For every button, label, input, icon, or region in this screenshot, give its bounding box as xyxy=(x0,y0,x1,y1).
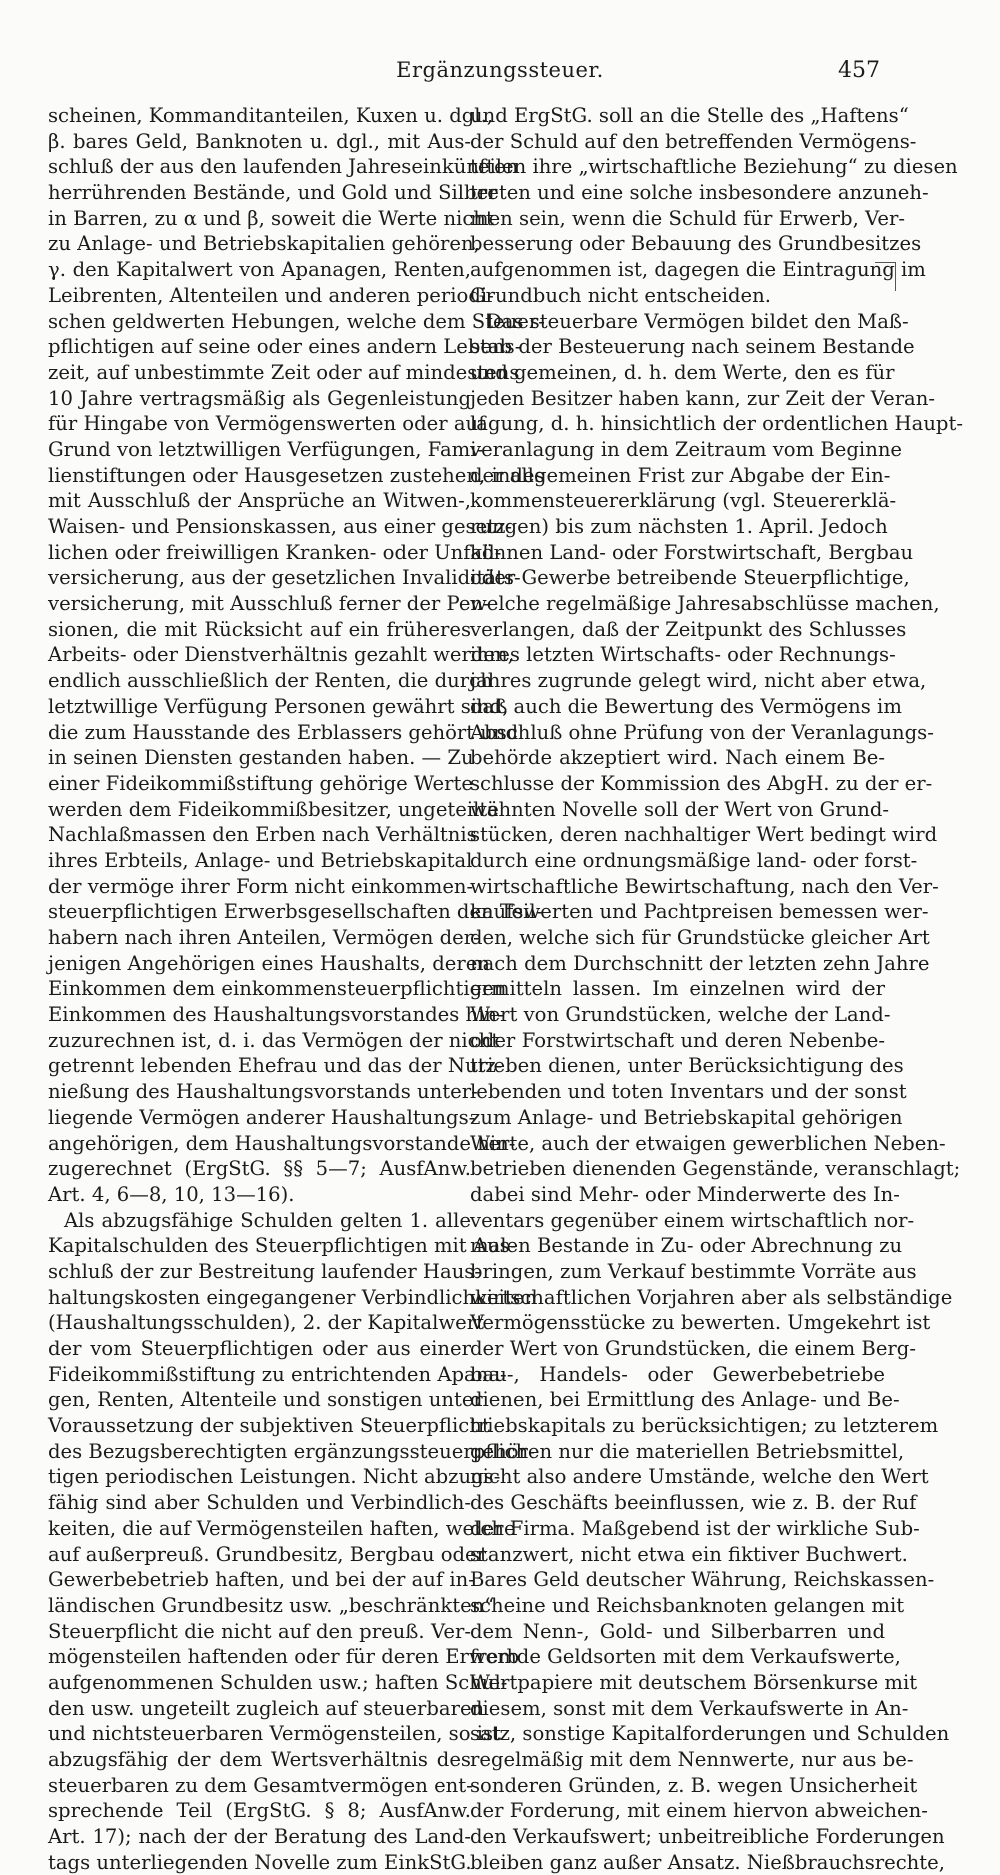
text-line: haltungskosten eingegangener Verbindlichkeiten xyxy=(48,1285,537,1309)
text-line: zugerechnet (ErgStG. §§ 5—7; AusfAnw. xyxy=(48,1157,471,1181)
text-line: ihres letzten Wirtschafts- oder Rechnungs- xyxy=(470,643,896,667)
text-line: angehörigen, dem Haushaltungsvorstande hin- xyxy=(48,1131,516,1155)
text-line: in seinen Diensten gestanden haben. — Zu xyxy=(48,746,474,770)
text-line: können Land- oder Forstwirtschaft, Bergbau xyxy=(470,540,914,564)
text-line: gen, Renten, Altenteile und sonstigen unter xyxy=(48,1388,483,1412)
text-line: die zum Hausstande des Erblassers gehört und xyxy=(48,720,519,744)
text-line: und nichtsteuerbaren Vermögensteilen, so ist xyxy=(48,1722,501,1746)
text-line: stab der Besteuerung nach seinem Bestande xyxy=(470,335,915,359)
text-line: nießung des Haushaltungsvorstands unter- xyxy=(48,1080,478,1104)
text-line: nach dem Durchschnitt der letzten zehn Jahre xyxy=(470,951,930,975)
text-line: für Hingabe von Vermögenswerten oder auf xyxy=(48,412,486,436)
margin-bracket-mark xyxy=(875,262,896,291)
text-line: Werte, auch der etwaigen gewerblichen Neben- xyxy=(470,1131,946,1155)
text-line: ventars gegenüber einem wirtschaftlich nor- xyxy=(470,1208,915,1232)
text-line: treten und eine solche insbesondere anzuneh- xyxy=(470,181,929,205)
text-line: wirtschaftlichen Vorjahren aber als selbständige xyxy=(470,1285,953,1309)
text-line: keiten, die auf Vermögensteilen haften, welche xyxy=(48,1516,516,1540)
text-line: bleiben ganz außer Ansatz. Nießbrauchsrechte, xyxy=(470,1850,945,1874)
text-line: malen Bestande in Zu- oder Abrechnung zu xyxy=(470,1234,903,1258)
text-line: tags unterliegenden Novelle zum EinkStG. xyxy=(48,1850,472,1874)
text-line: men sein, wenn die Schuld für Erwerb, Ver- xyxy=(470,206,905,230)
text-line: schluß der aus den laufenden Jahreseinkünften xyxy=(48,155,519,179)
text-line: satz, sonstige Kapitalforderungen und Schulden xyxy=(470,1722,950,1746)
text-line: Vermögensstücke zu bewerten. Umgekehrt ist xyxy=(470,1311,931,1335)
page-number: 457 xyxy=(838,58,880,83)
text-line: Grund von letztwilligen Verfügungen, Fami- xyxy=(48,437,484,461)
text-line: scheine und Reichsbanknoten gelangen mit xyxy=(470,1593,905,1617)
text-line: Fideikommißstiftung zu entrichtenden Apana- xyxy=(48,1362,507,1386)
text-line: Einkommen dem einkommensteuerpflichtigen xyxy=(48,977,507,1001)
text-line: Wertpapiere mit deutschem Börsenkurse mit xyxy=(470,1670,918,1694)
text-line: Voraussetzung der subjektiven Steuerpflicht xyxy=(48,1414,490,1438)
text-line: Das steuerbare Vermögen bildet den Maß- xyxy=(486,309,909,333)
text-line: wirtschaftliche Bewirtschaftung, nach den Ver- xyxy=(470,874,939,898)
text-line: oder Forstwirtschaft und deren Nebenbe- xyxy=(470,1028,885,1052)
text-line: triebskapitals zu berücksichtigen; zu letzterem xyxy=(470,1414,939,1438)
text-line: Bares Geld deutscher Währung, Reichskassen- xyxy=(470,1568,935,1592)
text-line: herrührenden Bestände, und Gold und Silber xyxy=(48,181,498,205)
text-line: fähig sind aber Schulden und Verbindlich- xyxy=(48,1491,471,1515)
text-line: jenigen Angehörigen eines Haushalts, deren xyxy=(48,951,490,975)
text-line: pflichtigen auf seine oder eines andern Lebens- xyxy=(48,335,522,359)
text-line: der Forderung, mit einem hiervon abweichen- xyxy=(470,1799,928,1823)
text-line: behörde akzeptiert wird. Nach einem Be- xyxy=(470,746,885,770)
text-line: Nachlaßmassen den Erben nach Verhältnis xyxy=(48,823,477,847)
running-title: Ergänzungssteuer. xyxy=(396,58,604,82)
text-line: Arbeits- oder Dienstverhältnis gezahlt werden, xyxy=(48,643,514,667)
text-line: zu Anlage- und Betriebskapitalien gehören, xyxy=(48,232,480,256)
text-line: bringen, zum Verkauf bestimmte Vorräte aus xyxy=(470,1259,917,1283)
text-line: Einkommen des Haushaltungsvorstandes hin- xyxy=(48,1003,504,1027)
text-line: veranlagung in dem Zeitraum vom Beginne xyxy=(470,437,903,461)
text-line: des Bezugsberechtigten ergänzungssteuerpflich- xyxy=(48,1439,535,1463)
text-line: aufgenommenen Schulden usw.; haften Schul- xyxy=(48,1670,508,1694)
text-line: kaufswerten und Pachtpreisen bemessen wer- xyxy=(470,900,929,924)
text-line: scheinen, Kommanditanteilen, Kuxen u. dgl., xyxy=(48,104,494,127)
text-line: lagung, d. h. hinsichtlich der ordentlichen Haupt- xyxy=(470,412,963,436)
text-line: der vermöge ihrer Form nicht einkommen- xyxy=(48,874,474,898)
text-line: welche regelmäßige Jahresabschlüsse machen, xyxy=(470,592,940,616)
text-line: wähnten Novelle soll der Wert von Grund- xyxy=(470,797,890,821)
text-line: abzugsfähig der dem Wertsverhältnis des xyxy=(48,1748,471,1771)
text-line: teilen ihre „wirtschaftliche Beziehung“ zu diesen xyxy=(470,155,958,179)
text-line: sionen, die mit Rücksicht auf ein früheres xyxy=(48,617,471,641)
text-line: durch eine ordnungsmäßige land- oder forst- xyxy=(470,848,918,872)
text-line: dienen, bei Ermittlung des Anlage- und Be- xyxy=(470,1388,900,1412)
text-line: mögensteilen haftenden oder für deren Erwerb xyxy=(48,1645,520,1669)
text-line: lebenden und toten Inventars und der sonst xyxy=(470,1080,907,1104)
text-line: betrieben dienenden Gegenstände, veranschlagt; xyxy=(470,1157,961,1181)
text-line: lienstiftungen oder Hausgesetzen zustehen, indes xyxy=(48,463,545,487)
text-line: rungen) bis zum nächsten 1. April. Jedoch xyxy=(470,515,888,538)
text-line: versicherung, aus der gesetzlichen Invaliditäts- xyxy=(48,566,521,590)
right-text-column xyxy=(470,103,963,1875)
text-line: verlangen, daß der Zeitpunkt des Schlusses xyxy=(470,617,907,641)
text-line: fremde Geldsorten mit dem Verkaufswerte, xyxy=(470,1645,901,1669)
text-line: steuerbaren zu dem Gesamtvermögen ent- xyxy=(48,1773,473,1797)
text-line: trieben dienen, unter Berücksichtigung des xyxy=(470,1054,904,1078)
text-line: dem Nenn-, Gold- und Silberbarren und xyxy=(470,1619,885,1643)
text-line: zuzurechnen ist, d. i. das Vermögen der nicht xyxy=(48,1028,500,1052)
text-line: werden dem Fideikommißbesitzer, ungeteilte xyxy=(48,797,499,821)
text-line: schlusse der Kommission des AbgH. zu der er- xyxy=(470,771,933,795)
text-line: gehören nur die materiellen Betriebsmittel, xyxy=(470,1439,905,1463)
text-line: bau-, Handels- oder Gewerbebetriebe xyxy=(470,1362,885,1386)
text-line: lichen oder freiwilligen Kranken- oder Unfall- xyxy=(48,540,502,564)
text-line: des Geschäfts beeinflussen, wie z. B. der Ruf xyxy=(470,1491,917,1515)
text-line: letztwillige Verfügung Personen gewährt sind, xyxy=(48,694,509,718)
text-line: auf außerpreuß. Grundbesitz, Bergbau oder xyxy=(48,1542,486,1566)
text-line: ermitteln lassen. Im einzelnen wird der xyxy=(470,977,885,1001)
text-line: Art. 17); nach der der Beratung des Land- xyxy=(48,1825,471,1849)
text-line: daß auch die Bewertung des Vermögens im xyxy=(470,694,902,718)
text-line: stanzwert, nicht etwa ein fiktiver Buchwert. xyxy=(470,1542,908,1566)
text-line: Als abzugsfähige Schulden gelten 1. alle xyxy=(64,1208,471,1232)
text-line: habern nach ihren Anteilen, Vermögen der- xyxy=(48,926,480,949)
text-line: endlich ausschließlich der Renten, die durch xyxy=(48,669,493,693)
text-line: ihres Erbteils, Anlage- und Betriebskapital xyxy=(48,848,473,872)
text-line: und ErgStG. soll an die Stelle des „Haftens“ xyxy=(470,104,909,127)
text-line: besserung oder Bebauung des Grundbesitzes xyxy=(470,232,922,256)
text-line: zum Anlage- und Betriebskapital gehörigen xyxy=(470,1105,903,1129)
text-line: der Firma. Maßgebend ist der wirkliche Sub- xyxy=(470,1516,920,1540)
text-line: β. bares Geld, Banknoten u. dgl., mit Aus- xyxy=(48,129,471,153)
text-line: Wert von Grundstücken, welche der Land- xyxy=(470,1003,891,1027)
text-line: den usw. ungeteilt zugleich auf steuerbaren xyxy=(48,1696,485,1720)
text-line: in Barren, zu α und β, soweit die Werte nicht xyxy=(48,206,494,230)
text-line: getrennt lebenden Ehefrau und das der Nutz- xyxy=(48,1054,503,1078)
text-line: γ. den Kapitalwert von Apanagen, Renten, xyxy=(48,258,471,282)
text-line: jeden Besitzer haben kann, zur Zeit der Veran- xyxy=(470,386,935,410)
text-line: und gemeinen, d. h. dem Werte, den es für xyxy=(470,360,895,384)
page-header xyxy=(0,58,1000,88)
text-line: schluß der zur Bestreitung laufender Haus- xyxy=(48,1259,481,1283)
left-text-column xyxy=(48,103,545,1875)
text-line: einer Fideikommißstiftung gehörige Werte xyxy=(48,771,473,795)
text-line: den Verkaufswert; unbeitreibliche Forderungen xyxy=(470,1825,945,1849)
text-line: Steuerpflicht die nicht auf den preuß. Ver- xyxy=(48,1619,471,1643)
text-line: nicht also andere Umstände, welche den Wert xyxy=(470,1465,929,1489)
text-line: kommensteuererklärung (vgl. Steuererklä- xyxy=(470,489,897,513)
text-line: schen geldwerten Hebungen, welche dem Steuer- xyxy=(48,309,545,333)
text-line: liegende Vermögen anderer Haushaltungs- xyxy=(48,1105,476,1129)
text-line: Gewerbebetrieb haften, und bei der auf in- xyxy=(48,1568,475,1592)
text-line: sprechende Teil (ErgStG. § 8; AusfAnw. xyxy=(48,1799,471,1823)
text-line: regelmäßig mit dem Nennwerte, nur aus be- xyxy=(470,1748,914,1771)
text-line: aufgenommen ist, dagegen die Eintragung im xyxy=(470,258,926,282)
text-line: Leibrenten, Altenteilen und anderen periodi- xyxy=(48,283,494,307)
text-line: Kapitalschulden des Steuerpflichtigen mit Aus- xyxy=(48,1234,517,1258)
text-line: ländischen Grundbesitz usw. „beschränkten“ xyxy=(48,1593,495,1617)
text-line: Abschluß ohne Prüfung von der Veranlagungs- xyxy=(470,720,934,744)
text-line: oder Gewerbe betreibende Steuerpflichtige, xyxy=(470,566,910,590)
text-line: der vom Steuerpflichtigen oder aus einer xyxy=(48,1337,471,1360)
text-line: 10 Jahre vertragsmäßig als Gegenleistung xyxy=(48,386,471,410)
text-line: steuerpflichtigen Erwerbsgesellschaften den Teil- xyxy=(48,900,543,924)
text-line: tigen periodischen Leistungen. Nicht abzugs- xyxy=(48,1465,501,1489)
text-line: der allgemeinen Frist zur Abgabe der Ein- xyxy=(470,463,891,487)
text-line: sonderen Gründen, z. B. wegen Unsicherheit xyxy=(470,1773,918,1797)
text-line: diesem, sonst mit dem Verkaufswerte in An- xyxy=(470,1696,909,1720)
text-line: stücken, deren nachhaltiger Wert bedingt wird xyxy=(470,823,938,847)
text-line: jahres zugrunde gelegt wird, nicht aber etwa, xyxy=(470,669,927,693)
text-line: (Haushaltungsschulden), 2. der Kapitalwert xyxy=(48,1311,484,1335)
text-line: Waisen- und Pensionskassen, aus einer gesetz- xyxy=(48,515,513,538)
text-line: der Wert von Grundstücken, die einem Berg- xyxy=(470,1337,916,1360)
text-line: Art. 4, 6—8, 10, 13—16). xyxy=(48,1182,295,1206)
text-line: Grundbuch nicht entscheiden. xyxy=(470,283,771,307)
text-line: zeit, auf unbestimmte Zeit oder auf mindestens xyxy=(48,360,520,384)
text-line: mit Ausschluß der Ansprüche an Witwen-, xyxy=(48,489,471,513)
text-line: der Schuld auf den betreffenden Vermögens- xyxy=(470,129,917,153)
text-line: versicherung, mit Ausschluß ferner der Pen- xyxy=(48,592,490,616)
text-line: dabei sind Mehr- oder Minderwerte des In- xyxy=(470,1182,900,1206)
text-line: den, welche sich für Grundstücke gleicher Art xyxy=(470,926,930,949)
